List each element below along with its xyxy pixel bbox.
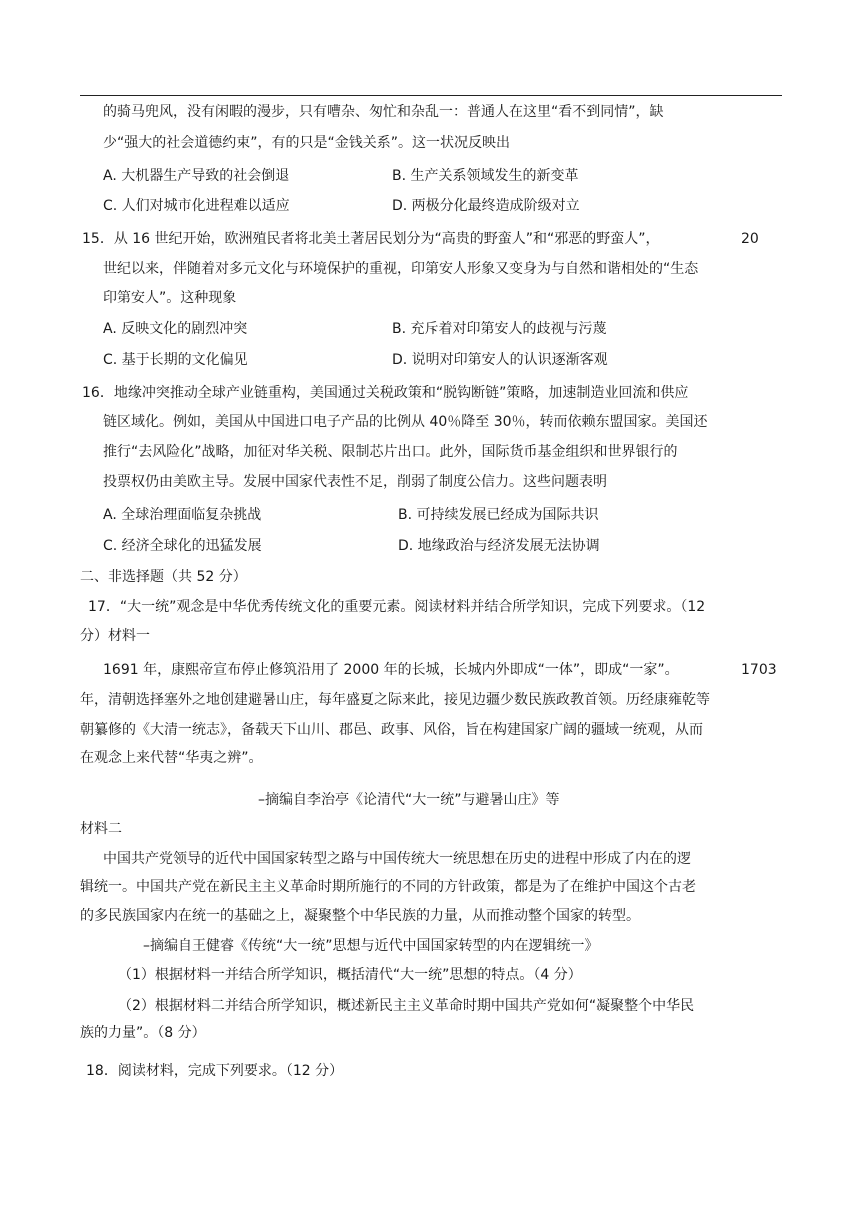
q17-material1-line-1: 1691 年，康熙帝宣布停止修筑沿用了 2000 年的长城，长城内外即成“一体”，即成“一家”。 (103, 662, 679, 678)
q14-line-2: 少“强大的社会道德约束”，有的只是“金钱关系”。这一状况反映出 (103, 135, 511, 151)
q14-line-1: 的骑马兜风，没有闲暇的漫步，只有嘈杂、匆忙和杂乱一：普通人在这里“看不到同情”，缺 (103, 104, 664, 120)
q15-line-2: 世纪以来，伴随着对多元文化与环境保护的重视，印第安人形象又变身为与自然和谐相处的“生态 (103, 261, 699, 277)
q17-ask-2-line-2: 族的力量”。（8 分） (80, 1025, 206, 1041)
q15-option-b: B. 充斥着对印第安人的歧视与污蔑 (392, 321, 607, 337)
q14-option-c: C. 人们对城市化进程难以适应 (103, 198, 290, 214)
q17-material1-line-4: 在观念上来代替“华夷之辨”。 (80, 750, 263, 766)
q15-line-3: 印第安人”。这种现象 (103, 290, 237, 306)
q16-line-2: 链区域化。例如，美国从中国进口电子产品的比例从 40％降至 30％，转而依赖东盟国家。美国还 (103, 414, 708, 430)
q16-line-1: 16．地缘冲突推动全球产业链重构，美国通过关税政策和“脱钩断链”策略，加速制造业回流和供应 (82, 385, 689, 401)
q14-option-b: B. 生产关系领域发生的新变革 (392, 168, 579, 184)
q17-material1-line-3: 朝纂修的《大清一统志》，备载天下山川、郡邑、政事、风俗，旨在构建国家广阔的疆域一统观，从而 (80, 722, 703, 738)
q17-material2-line-3: 的多民族国家内在统一的基础之上，凝聚整个中华民族的力量，从而推动整个国家的转型。 (80, 908, 640, 924)
q17-material2-title: 材料二 (80, 821, 122, 837)
q17-material1-line-1-tail: 1703 (741, 662, 777, 678)
q15-line-1: 15．从 16 世纪开始，欧洲殖民者将北美土著居民划分为“高贵的野蛮人”和“邪恶的野蛮人”， (82, 231, 660, 247)
q15-line-1-tail: 20 (741, 231, 759, 247)
q17-ask-1: （1）根据材料一并结合所学知识，概括清代“大一统”思想的特点。（4 分） (118, 967, 582, 983)
q17-material1-line-2: 年，清朝选择塞外之地创建避暑山庄，每年盛夏之际来此，接见边疆少数民族政教首领。历经康雍乾等 (80, 692, 710, 708)
q17-material2-line-1: 中国共产党领导的近代中国国家转型之路与中国传统大一统思想在历史的进程中形成了内在的逻 (103, 851, 691, 867)
q17-line-2: 分）材料一 (80, 628, 150, 644)
q15-option-c: C. 基于长期的文化偏见 (103, 352, 248, 368)
header-rule (80, 95, 782, 96)
q18-line-1: 18．阅读材料，完成下列要求。（12 分） (86, 1063, 344, 1079)
q17-material2-source: –摘编自王健睿《传统“大一统”思想与近代中国国家转型的内在逻辑统一》 (143, 938, 599, 954)
q16-line-4: 投票权仍由美欧主导。发展中国家代表性不足，削弱了制度公信力。这些问题表明 (103, 474, 607, 490)
q17-ask-2-line-1: （2）根据材料二并结合所学知识，概述新民主主义革命时期中国共产党如何“凝聚整个中华民 (118, 998, 695, 1014)
q17-material2-line-2: 辑统一。中国共产党在新民主主义革命时期所施行的不同的方针政策，都是为了在维护中国这个古老 (80, 879, 696, 895)
q16-option-b: B. 可持续发展已经成为国际共识 (398, 507, 599, 523)
q17-material1-source: –摘编自李治亭《论清代“大一统”与避暑山庄》等 (258, 792, 560, 808)
section-2-heading: 二、非选择题（共 52 分） (80, 569, 247, 585)
q16-option-c: C. 经济全球化的迅猛发展 (103, 538, 262, 554)
q14-option-a: A. 大机器生产导致的社会倒退 (103, 168, 290, 184)
q15-option-a: A. 反映文化的剧烈冲突 (103, 321, 248, 337)
q16-line-3: 推行“去风险化”战略，加征对华关税、限制芯片出口。此外，国际货币基金组织和世界银行的 (103, 444, 678, 460)
q17-line-1: 17．“大一统”观念是中华优秀传统文化的重要元素。阅读材料并结合所学知识，完成下列要求。（12 (88, 599, 706, 615)
q15-option-d: D. 说明对印第安人的认识逐渐客观 (392, 352, 608, 368)
q16-option-a: A. 全球治理面临复杂挑战 (103, 507, 262, 523)
q14-option-d: D. 两极分化最终造成阶级对立 (392, 198, 580, 214)
q16-option-d: D. 地缘政治与经济发展无法协调 (398, 538, 600, 554)
